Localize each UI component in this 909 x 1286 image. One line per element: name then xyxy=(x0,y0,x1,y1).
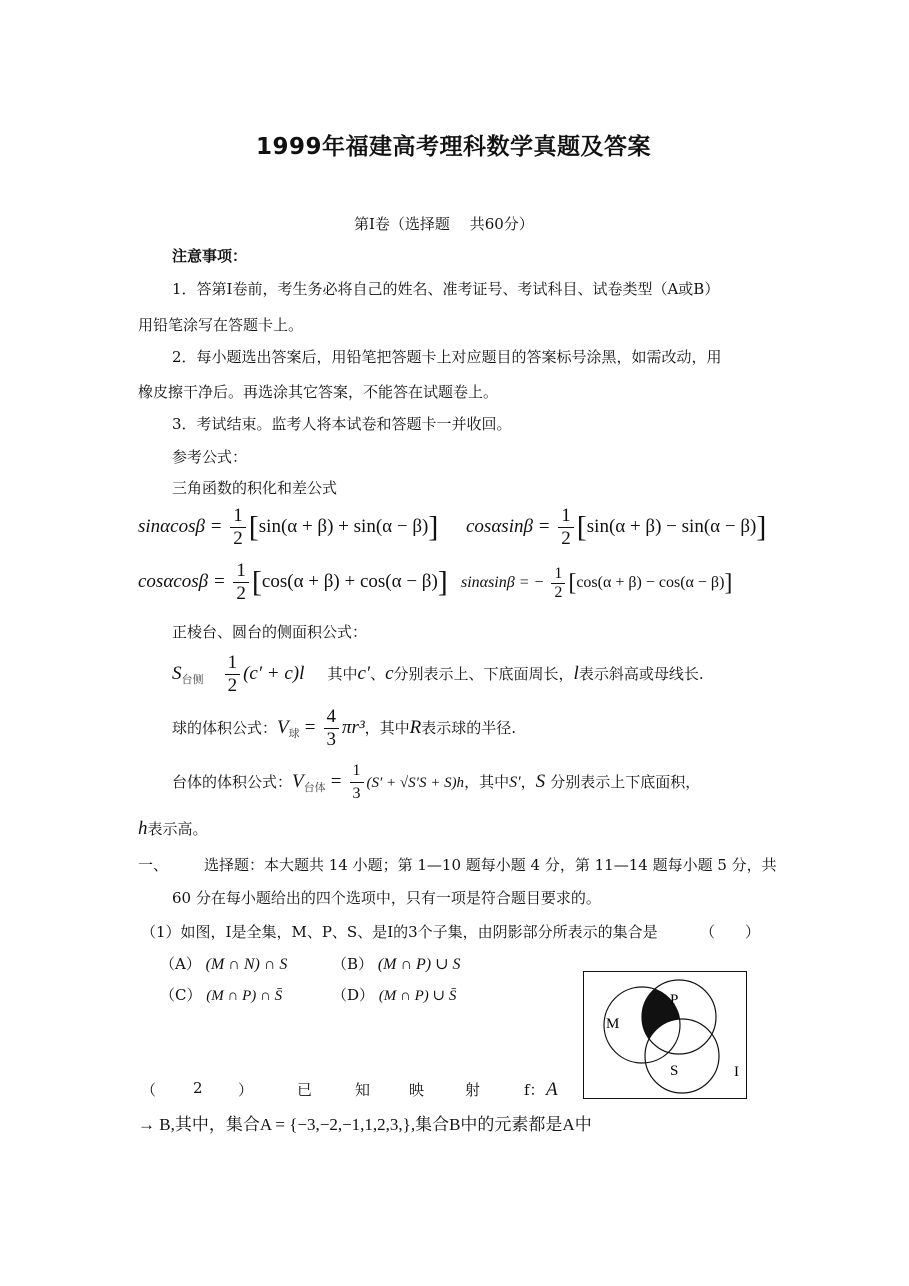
q1-option-a xyxy=(160,953,287,974)
q2-part2: ） xyxy=(238,1081,254,1099)
q2-char-1: 已 xyxy=(297,1081,313,1099)
venn-label-s: S xyxy=(670,1063,679,1079)
frustum-desc-1: 其中 xyxy=(327,665,358,683)
trig-title: 三角函数的积化和差公式 xyxy=(172,479,338,497)
frustum-expr: (c′ + c)l xyxy=(243,663,305,684)
venn-diagram xyxy=(583,971,747,1099)
notice-2-line1: 2．每小题选出答案后，用铅笔把答题卡上对应题目的答案标号涂黑，如需改动，用 xyxy=(172,348,722,366)
frustum-area-formula xyxy=(172,652,704,697)
q1-option-c-text: (M ∩ P) ∩ S̄ xyxy=(206,988,283,1004)
formula-4-half xyxy=(551,565,565,602)
sphere-label: 球的体积公式： xyxy=(172,719,278,737)
frustum-vol-den: 3 xyxy=(352,785,361,802)
sphere-desc-2: 表示球的半径. xyxy=(421,719,517,737)
sphere-den: 3 xyxy=(326,729,337,750)
sphere-v: V xyxy=(277,717,289,738)
formula-3-lhs: cosαcosβ = xyxy=(138,570,226,592)
q1-answer-paren: （ ） xyxy=(700,923,761,941)
notice-3: 3．考试结束。监考人将本试卷和答题卡一并收回。 xyxy=(172,415,512,433)
q2-line2: → B,其中，集合A = {−3,−2,−1,1,2,3,},集合B中的元素都是A中 xyxy=(138,1115,592,1134)
part1-line1: 选择题：本大题共 14 小题；第 1—10 题每小题 4 分，第 11—14 题每小题 5 分，共 xyxy=(204,856,777,874)
frustum-vol-s-prime: S′ xyxy=(509,774,521,791)
notice-2-line2: 橡皮擦干净后。再选涂其它答案，不能答在试题卷上。 xyxy=(138,383,499,401)
frustum-vol-num: 1 xyxy=(350,760,364,783)
formula-2-rhs: sin(α + β) − sin(α − β) xyxy=(586,515,757,537)
q1-option-c xyxy=(160,984,282,1005)
half-num: 1 xyxy=(551,565,565,584)
frustum-s-sub: 台侧 xyxy=(181,673,204,687)
q1-option-a-label: （A） xyxy=(160,955,201,973)
frustum-volume-formula xyxy=(172,760,700,805)
half-num: 1 xyxy=(230,505,246,528)
frustum-title: 正棱台、圆台的侧面积公式： xyxy=(172,623,368,641)
sphere-num: 4 xyxy=(324,706,340,729)
sphere-v-sub: 球 xyxy=(288,727,300,741)
frustum-l: l xyxy=(573,663,579,684)
frustum-half xyxy=(225,652,241,697)
frustum-vol-label: 台体的体积公式： xyxy=(172,773,293,791)
part1-line2: 60 分在每小题给出的四个选项中，只有一项是符合题目要求的。 xyxy=(172,889,601,907)
half-num: 1 xyxy=(558,505,574,528)
formula-4-lhs: sinαsinβ = − xyxy=(461,574,545,592)
q2-f: f： xyxy=(524,1081,545,1099)
q1-option-a-text: (M ∩ N) ∩ S xyxy=(205,956,288,973)
frustum-sep: 、 xyxy=(370,665,386,683)
q2-char-3: 映 xyxy=(409,1081,425,1099)
formula-3: cosαcosβ = $\frac{1}{2}$ [cos(α + β) + cos(α − β)] xyxy=(138,560,448,604)
formula-2: cosαsinβ = $\frac{1}{2}$ [sin(α + β) − sin(α − β)] xyxy=(466,505,767,549)
frustum-s: S xyxy=(172,663,182,684)
frustum-c: c xyxy=(385,663,394,684)
frustum-vol-v: V xyxy=(292,771,304,792)
half-den: 2 xyxy=(236,583,246,604)
sphere-desc-1: ，其中 xyxy=(364,719,410,737)
notice-1-line2: 用铅笔涂写在答题卡上。 xyxy=(138,316,304,334)
q1-option-b-label: （B） xyxy=(332,955,374,973)
q1-option-b-text: (M ∩ P) ∪ S xyxy=(377,956,461,973)
formula-1-lhs: sinαcosβ = xyxy=(138,515,223,537)
sphere-eq: = xyxy=(304,717,316,738)
frustum-c-prime: c′ xyxy=(357,663,371,684)
formula-3-half xyxy=(233,560,249,605)
frustum-vol-eq: = xyxy=(330,771,342,792)
section-header: 第Ⅰ卷（选择题 共60分） xyxy=(354,215,534,233)
formula-1-half xyxy=(230,505,246,550)
formula-3-rhs: cos(α + β) + cos(α − β) xyxy=(261,570,438,592)
sphere-expr: πr³ xyxy=(342,717,365,738)
q1-stem: （1）如图，I是全集，M、P、S、是I的3个子集，由阴影部分所表示的集合是 xyxy=(141,923,658,941)
frustum-vol-h: h xyxy=(138,818,148,839)
sphere-formula xyxy=(172,706,516,751)
q1-option-d xyxy=(332,984,456,1005)
venn-label-p: P xyxy=(670,992,679,1008)
formula-1: sinαcosβ = $\frac{1}{2}$ [sin(α + β) + sin(α − β)] xyxy=(138,505,439,549)
frustum-vol-desc-3: 表示高。 xyxy=(147,820,208,838)
formula-4-rhs: cos(α + β) − cos(α − β) xyxy=(576,574,725,592)
sphere-frac xyxy=(324,706,340,751)
part1-number: 一、 xyxy=(138,856,169,874)
q2-char-2: 知 xyxy=(355,1081,371,1099)
frustum-vol-desc-2: 分别表示上下底面积， xyxy=(550,773,701,791)
half-num: 1 xyxy=(225,652,241,675)
frustum-vol-s: S xyxy=(535,771,546,792)
half-den: 2 xyxy=(554,584,563,601)
formula-2-half xyxy=(558,505,574,550)
page-title: 1999年福建高考理科数学真题及答案 xyxy=(256,134,652,160)
venn-label-i: I xyxy=(734,1064,739,1080)
half-den: 2 xyxy=(561,528,571,549)
frustum-vol-frac xyxy=(350,760,364,805)
formula-4: sinαsinβ = − $\frac{1}{2}$ [cos(α + β) − cos(α − β)] xyxy=(461,565,733,601)
q2-part1: （ xyxy=(141,1081,157,1099)
frustum-vol-v-sub: 台体 xyxy=(303,781,326,795)
q2-a: A xyxy=(546,1079,558,1100)
sphere-r: R xyxy=(409,717,422,738)
q2-num: 2 xyxy=(193,1079,203,1097)
frustum-desc-2: 分别表示上、下底面周长， xyxy=(393,665,574,683)
half-num: 1 xyxy=(233,560,249,583)
ref-formula-label: 参考公式： xyxy=(172,448,248,466)
frustum-vol-expr: (S′ + √S′S + S)h xyxy=(366,775,465,791)
half-den: 2 xyxy=(227,675,238,696)
venn-label-m: M xyxy=(606,1016,620,1032)
half-den: 2 xyxy=(233,528,243,549)
venn-svg xyxy=(584,972,746,1098)
frustum-volume-line2 xyxy=(138,818,208,840)
q1-option-d-label: （D） xyxy=(332,986,375,1004)
q2-char-4: 射 xyxy=(465,1081,481,1099)
q1-option-c-label: （C） xyxy=(160,986,202,1004)
circle-s xyxy=(645,1019,719,1093)
frustum-vol-desc-1: ，其中 xyxy=(464,773,510,791)
q1-option-d-text: (M ∩ P) ∪ S̄ xyxy=(378,988,457,1004)
notice-title: 注意事项： xyxy=(172,247,248,265)
q1-option-b xyxy=(332,953,461,974)
formula-2-lhs: cosαsinβ = xyxy=(466,515,551,537)
frustum-desc-3: 表示斜高或母线长. xyxy=(578,665,704,683)
notice-1-line1: 1．答第Ⅰ卷前，考生务必将自己的姓名、准考证号、考试科目、试卷类型（A或B） xyxy=(172,280,720,298)
frustum-vol-sep: ， xyxy=(520,773,536,791)
formula-1-rhs: sin(α + β) + sin(α − β) xyxy=(258,515,429,537)
